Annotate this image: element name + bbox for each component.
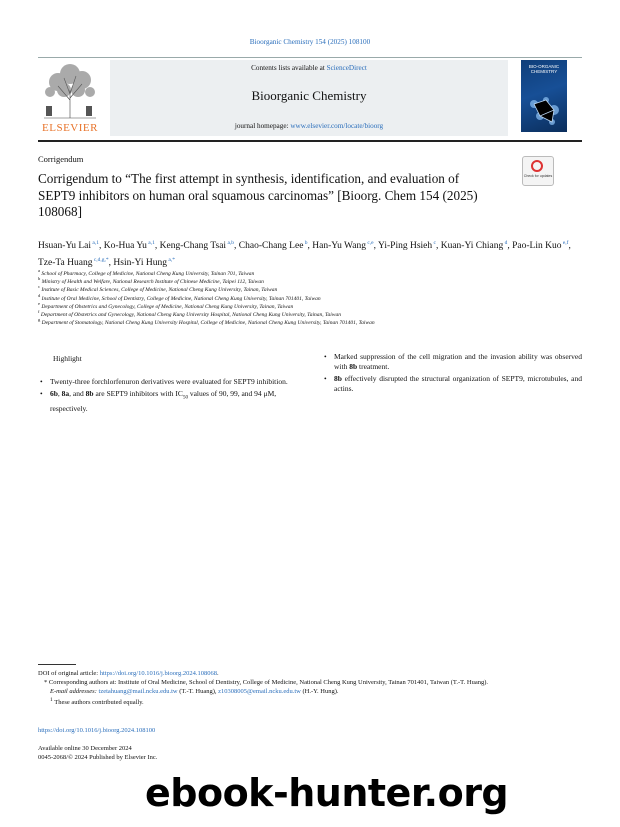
author-name[interactable]: Hsuan-Yu Lai (38, 241, 92, 252)
publication-info (38, 744, 157, 762)
affiliation-text: School of Pharmacy, College of Medicine, National Cheng Kung University, Tainan 701, Taiwan (40, 270, 255, 277)
highlight-item (38, 377, 306, 387)
cover-title: BIO-ORGANIC CHEMISTRY (528, 64, 560, 74)
author-name[interactable]: Ko-Hua Yu (103, 241, 147, 252)
article-type: Corrigendum (38, 154, 84, 164)
author-affiliation-marker[interactable]: a,1 (146, 240, 155, 246)
author-separator: , (307, 241, 313, 252)
author-affiliation-marker[interactable]: a,1 (91, 240, 99, 246)
email-label: E-mail addresses: (50, 688, 97, 695)
highlight-item (38, 389, 306, 414)
affiliation-marker: c (38, 284, 40, 290)
author-affiliation-marker[interactable]: c,d,g,* (92, 257, 109, 264)
email-link-hung[interactable]: z10308005@email.ncku.edu.tw (218, 688, 301, 695)
author-separator: , (154, 241, 160, 252)
highlight-text: 6b (50, 389, 58, 398)
highlight-heading: Highlight (53, 354, 82, 363)
affiliation-marker: e (38, 300, 40, 306)
article-title: Corrigendum to “The first attempt in synthesis, identification, and evaluation of SEPT9 inhibitors on human oral squamous carcinomas” [Bioorg. Chem 154 (2025) 108068] (38, 171, 478, 219)
author-name[interactable]: Pao-Lin Kuo (512, 241, 562, 252)
footnote-corresponding (38, 678, 584, 687)
article-doi-link[interactable]: https://doi.org/10.1016/j.bioorg.2024.108100 (38, 727, 156, 734)
highlight-text: Marked suppression of the cell migration and the invasion ability was observed with (334, 352, 582, 371)
email-owner-huang: (T.-T. Huang), (177, 688, 219, 695)
affiliation-text: Department of Obstetrics and Gynecology, College of Medicine, National Cheng Kung University, Tainan, Taiwan (40, 303, 294, 310)
affiliation-marker: d (38, 292, 41, 298)
affiliation-marker: a (38, 268, 40, 273)
cover-molecule-graphic (524, 92, 564, 128)
footnote-equal-contribution (38, 696, 584, 707)
affiliation-text: Department of Stomatology, National Cheng Kung University Hospital, College of Medicine, National Cheng Kung University, Tainan 701401, Taiwan (40, 320, 375, 327)
author-affiliation-marker[interactable]: d (503, 240, 508, 246)
highlight-item (322, 374, 582, 394)
elsevier-wordmark: ELSEVIER (42, 122, 98, 134)
affiliation-text: Institute of Basic Medical Sciences, College of Medicine, National Cheng Kung University, Tainan, Taiwan (40, 287, 278, 294)
highlight-item (322, 352, 582, 372)
highlight-text: treatment. (357, 362, 390, 371)
author-separator: , (507, 241, 513, 252)
copyright: 0045-2068/© 2024 Published by Elsevier Inc. (38, 754, 158, 761)
check-for-updates-label: Check for updates (523, 174, 553, 178)
email-link-huang[interactable]: tzetahuang@mail.ncku.edu.tw (98, 688, 178, 695)
highlight-text: Twenty-three forchlorfenuron derivatives were evaluated for SEPT9 inhibition. (50, 377, 288, 386)
highlights-right-column (322, 352, 582, 396)
available-online: Available online 30 December 2024 (38, 745, 132, 752)
highlight-text: 8b (85, 389, 94, 398)
highlight-text: , (57, 389, 62, 398)
author-separator: , (435, 241, 441, 252)
equal-contribution-text: These authors contributed equally. (54, 699, 144, 707)
footnotes (38, 669, 584, 707)
highlight-text: values of 90, 99, and 94 μM, respectively. (50, 389, 277, 413)
bookmark-icon (531, 160, 543, 172)
author-separator: , (234, 241, 239, 252)
homepage-prefix: journal homepage: (234, 122, 291, 130)
author-separator: , (98, 241, 104, 252)
highlight-text: effectively disrupted the structural organization of SEPT9, microtubules, and actins. (334, 374, 582, 393)
affiliation-marker: g (38, 317, 41, 323)
masthead-rule (38, 140, 582, 142)
author-separator: , (373, 241, 379, 252)
homepage-line (110, 122, 508, 130)
author-name[interactable]: Keng-Chang Tsai (159, 241, 227, 252)
contents-line (110, 64, 508, 72)
footnote-emails (38, 687, 584, 696)
footnote-rule (38, 664, 76, 665)
email-owner-hung: (H.-Y. Hung). (300, 688, 339, 695)
highlight-text: 8b (334, 374, 342, 383)
author-separator: , (108, 258, 114, 269)
header-rule (38, 57, 582, 58)
author-name[interactable]: Hsin-Yi Hung (113, 258, 167, 269)
running-header[interactable]: Bioorganic Chemistry 154 (2025) 108100 (249, 38, 371, 46)
author-affiliation-marker[interactable]: c,e (365, 240, 374, 246)
homepage-link[interactable]: www.elsevier.com/locate/bioorg (290, 122, 384, 130)
affiliation-text: Ministry of Health and Welfare, National Research Institute of Chinese Medicine, Taipei 112, Taiwan (40, 279, 264, 286)
author-affiliation-marker[interactable]: a,b (226, 240, 235, 246)
highlight-text: 8a (61, 389, 70, 398)
highlights-left-column (38, 377, 306, 416)
sciencedirect-link[interactable]: ScienceDirect (326, 64, 367, 72)
affiliation-marker: b (38, 276, 41, 282)
author-name[interactable]: Chao-Chang Lee (238, 241, 304, 252)
author-separator: , (568, 241, 571, 252)
highlight-text: 8b (349, 362, 358, 371)
footnote-one-marker: 1 (50, 697, 53, 703)
affiliation-text: Institute of Oral Medicine, School of Dentistry, College of Medicine, National Cheng Kung University, Tainan 701401, Taiwan (40, 295, 321, 302)
author-name[interactable]: Tze-Ta Huang (38, 258, 93, 269)
watermark: ebook-hunter.org (145, 771, 509, 815)
author-name[interactable]: Han-Yu Wang (312, 241, 366, 252)
corresponding-text: Corresponding authors at: Institute of Oral Medicine, School of Dentistry, College of Medicine, National Cheng Kung University, Tainan 701401, Taiwan (T.-T. Huang). (48, 679, 489, 686)
highlight-text: are SEPT9 inhibitors with IC (93, 389, 183, 398)
asterisk-marker: * (44, 679, 49, 686)
highlight-text: , and (69, 389, 86, 398)
author-affiliation-marker[interactable]: b (303, 240, 308, 246)
affiliation-item (38, 316, 598, 327)
doi-prefix: DOI of original article: (38, 670, 100, 677)
author-name[interactable]: Yi-Ping Hsieh (378, 241, 433, 252)
highlight-text: 50 (182, 395, 188, 401)
author-affiliation-marker[interactable]: e,f (561, 240, 569, 246)
original-doi-link[interactable]: https://doi.org/10.1016/j.bioorg.2024.108068 (99, 670, 218, 677)
affiliation-text: Department of Obstetrics and Gynecology, National Cheng Kung University Hospital, National Cheng Kung University, Tainan, Taiwan (39, 311, 341, 318)
contents-prefix: Contents lists available at (251, 64, 327, 72)
affiliation-marker: f (38, 309, 40, 314)
author-affiliation-marker[interactable]: c (432, 240, 436, 246)
author-affiliation-marker[interactable]: a,* (167, 257, 175, 264)
author-name[interactable]: Kuan-Yi Chiang (440, 241, 504, 252)
footnote-original-doi: DOI of original article: https://doi.org/10.1016/j.bioorg.2024.108068. (38, 670, 219, 677)
journal-title: Bioorganic Chemistry (251, 88, 367, 103)
author-list (38, 236, 588, 270)
